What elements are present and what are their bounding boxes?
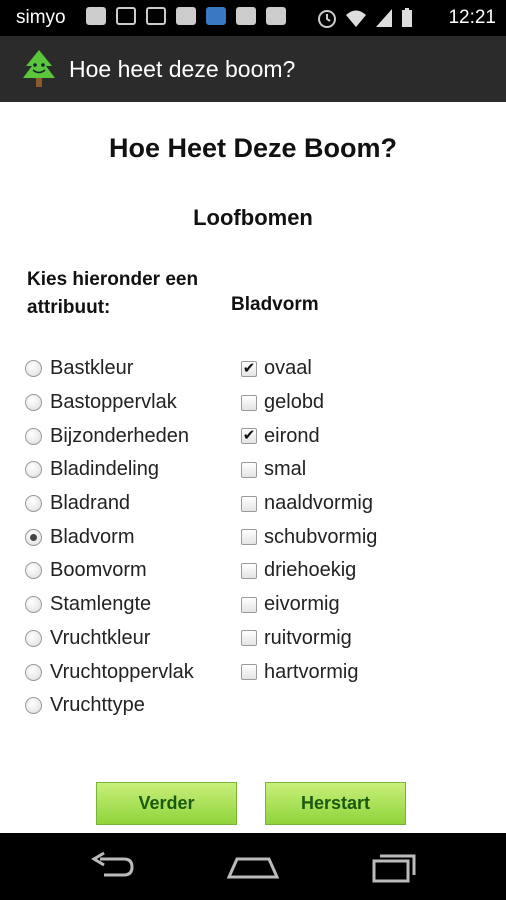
checkbox[interactable] (241, 664, 257, 680)
attribute-option[interactable] (25, 386, 194, 420)
signal-icon (374, 7, 394, 29)
status-bar (0, 0, 506, 36)
bladvorm-checkbox-group (241, 352, 377, 689)
checkbox[interactable] (241, 395, 257, 411)
radio-button[interactable] (25, 596, 42, 613)
shape-option[interactable] (241, 487, 377, 521)
radio-button[interactable] (25, 394, 42, 411)
attribute-option[interactable] (25, 622, 194, 656)
next-button[interactable]: Verder (96, 782, 237, 825)
attribute-option[interactable] (25, 520, 194, 554)
attribute-option[interactable] (25, 419, 194, 453)
checkbox[interactable] (241, 597, 257, 613)
attribute-prompt: Kies hieronder een attribuut: (27, 269, 199, 318)
shape-option[interactable] (241, 655, 377, 689)
checkbox[interactable]: ✔ (242, 427, 256, 445)
shape-label: driehoekig (264, 559, 357, 582)
attribute-label: Bladrand (50, 492, 131, 515)
shape-option[interactable] (241, 419, 377, 453)
radio-button[interactable] (25, 360, 42, 377)
checkbox[interactable] (241, 529, 257, 545)
shape-option[interactable] (241, 554, 377, 588)
radio-button[interactable] (25, 697, 42, 714)
attribute-label: Bastkleur (50, 357, 134, 380)
shape-label: ruitvormig (264, 626, 352, 649)
wifi-icon (344, 7, 368, 29)
attribute-radio-group (25, 352, 194, 723)
word-icon (266, 7, 286, 25)
shape-label: gelobd (264, 391, 325, 414)
system-icons (316, 7, 414, 29)
image-icon (146, 7, 166, 25)
attribute-heading: Bladvorm (231, 294, 319, 315)
attribute-label: Vruchttype (50, 694, 145, 717)
checkbox[interactable] (241, 563, 257, 579)
shape-label: eivormig (264, 593, 340, 616)
page-title: Hoe Heet Deze Boom? (108, 133, 398, 163)
shape-option[interactable] (241, 352, 377, 386)
attribute-option[interactable] (25, 554, 194, 588)
app-notification-icon (206, 7, 226, 25)
play-store-icon (176, 7, 196, 25)
radio-button[interactable] (25, 495, 42, 512)
attribute-option[interactable] (25, 453, 194, 487)
email-icon (116, 7, 136, 25)
shape-label: naaldvormig (264, 492, 373, 515)
navigation-bar (0, 833, 506, 900)
shape-option[interactable] (241, 386, 377, 420)
message-icon (86, 7, 106, 25)
attribute-label: Bladvorm (50, 525, 135, 548)
checkbox[interactable] (241, 630, 257, 646)
shape-option[interactable] (241, 520, 377, 554)
attribute-label: Boomvorm (50, 559, 147, 582)
chat-icon (236, 7, 256, 25)
shape-label: eirond (264, 424, 320, 447)
carrier-name: simyo (16, 7, 66, 28)
shape-label: ovaal (264, 357, 312, 380)
back-icon[interactable] (82, 847, 142, 887)
radio-button[interactable] (25, 529, 42, 546)
checkbox[interactable]: ✔ (242, 359, 256, 377)
attribute-option[interactable] (25, 352, 194, 386)
radio-button[interactable] (25, 562, 42, 579)
attribute-label: Vruchtoppervlak (50, 660, 194, 683)
alarm-icon (316, 7, 338, 29)
attribute-label: Stamlengte (50, 593, 152, 616)
action-bar-title: Hoe heet deze boom? (69, 56, 296, 82)
radio-button[interactable] (25, 664, 42, 681)
attribute-label: Bastoppervlak (50, 391, 177, 414)
attribute-label: Bladindeling (50, 458, 159, 481)
restart-button[interactable]: Herstart (265, 782, 406, 825)
section-title: Loofbomen (193, 205, 313, 230)
attribute-option[interactable] (25, 689, 194, 723)
radio-button[interactable] (25, 630, 42, 647)
radio-button[interactable] (25, 461, 42, 478)
notification-icons (86, 7, 286, 25)
attribute-option[interactable] (25, 588, 194, 622)
shape-option[interactable] (241, 453, 377, 487)
recent-apps-icon[interactable] (364, 847, 424, 887)
shape-label: hartvormig (264, 660, 359, 683)
radio-button[interactable] (25, 428, 42, 445)
attribute-label: Vruchtkleur (50, 626, 151, 649)
home-icon[interactable] (223, 847, 283, 887)
shape-label: schubvormig (264, 525, 378, 548)
clock: 12:21 (448, 7, 496, 28)
attribute-option[interactable] (25, 655, 194, 689)
battery-icon (400, 7, 414, 29)
checkbox[interactable] (241, 462, 257, 478)
checkbox[interactable] (241, 496, 257, 512)
action-bar (0, 36, 506, 102)
shape-option[interactable] (241, 622, 377, 656)
attribute-label: Bijzonderheden (50, 424, 189, 447)
tree-app-icon[interactable] (18, 48, 60, 90)
shape-label: smal (264, 458, 307, 481)
attribute-option[interactable] (25, 487, 194, 521)
shape-option[interactable] (241, 588, 377, 622)
